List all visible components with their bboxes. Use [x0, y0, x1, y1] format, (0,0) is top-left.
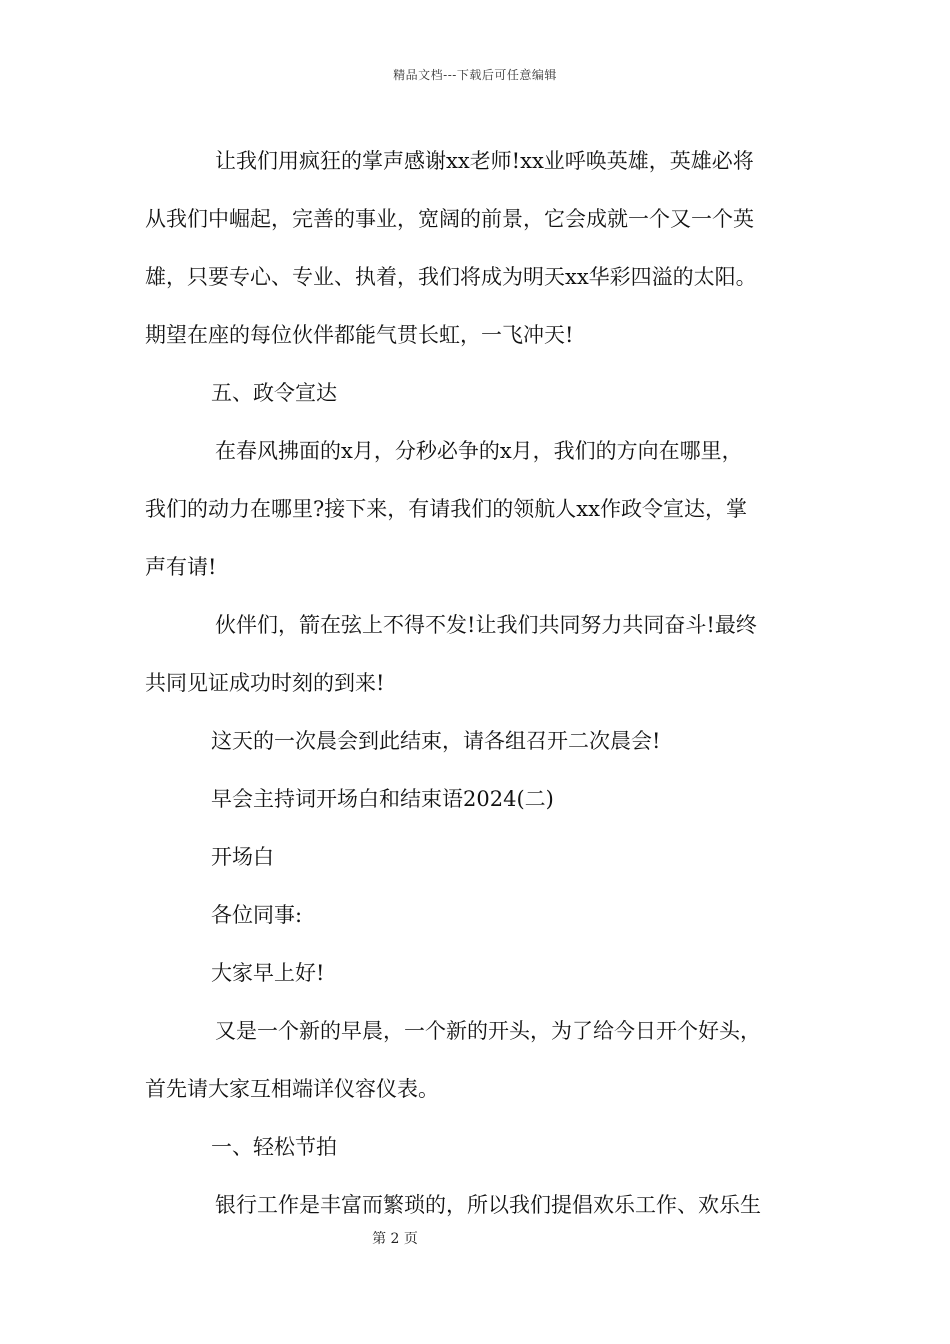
page-header: 精品文档---下载后可任意编辑: [393, 68, 557, 82]
paragraph-line: 伙伴们，箭在弦上不得不发!让我们共同努力共同奋斗!最终: [215, 613, 757, 637]
paragraph-line: 期望在座的每位伙伴都能气贯长虹，一飞冲天!: [145, 323, 574, 347]
paragraph-line: 从我们中崛起，完善的事业，宽阔的前景，它会成就一个又一个英: [145, 207, 754, 231]
paragraph-line: 声有请!: [145, 555, 217, 579]
paragraph-line: 又是一个新的早晨，一个新的开头，为了给今日开个好头，: [215, 1019, 761, 1043]
page-number: 第 2 页: [372, 1231, 418, 1247]
salutation: 各位同事:: [211, 903, 303, 927]
paragraph-line: 共同见证成功时刻的到来!: [145, 671, 385, 695]
paragraph-line: 银行工作是丰富而繁琐的，所以我们提倡欢乐工作、欢乐生: [215, 1193, 761, 1217]
greeting: 大家早上好!: [211, 961, 325, 985]
paragraph-line: 首先请大家互相端详仪容仪表。: [145, 1077, 439, 1101]
section-heading: 开场白: [211, 845, 274, 869]
paragraph-line: 让我们用疯狂的掌声感谢xx老师!xx业呼唤英雄，英雄必将: [215, 149, 754, 173]
paragraph-line: 在春风拂面的x月，分秒必争的x月，我们的方向在哪里，: [215, 439, 743, 463]
paragraph-line: 我们的动力在哪里?接下来，有请我们的领航人xx作政令宣达，掌: [145, 497, 747, 521]
paragraph-line: 雄，只要专心、专业、执着，我们将成为明天xx华彩四溢的太阳。: [145, 265, 757, 289]
document-body: [145, 132, 810, 1234]
section-title: 早会主持词开场白和结束语2024(二): [211, 787, 554, 811]
section-heading: 五、政令宣达: [211, 381, 337, 405]
paragraph-line: 这天的一次晨会到此结束，请各组召开二次晨会!: [211, 729, 661, 753]
section-heading: 一、轻松节拍: [211, 1135, 337, 1159]
